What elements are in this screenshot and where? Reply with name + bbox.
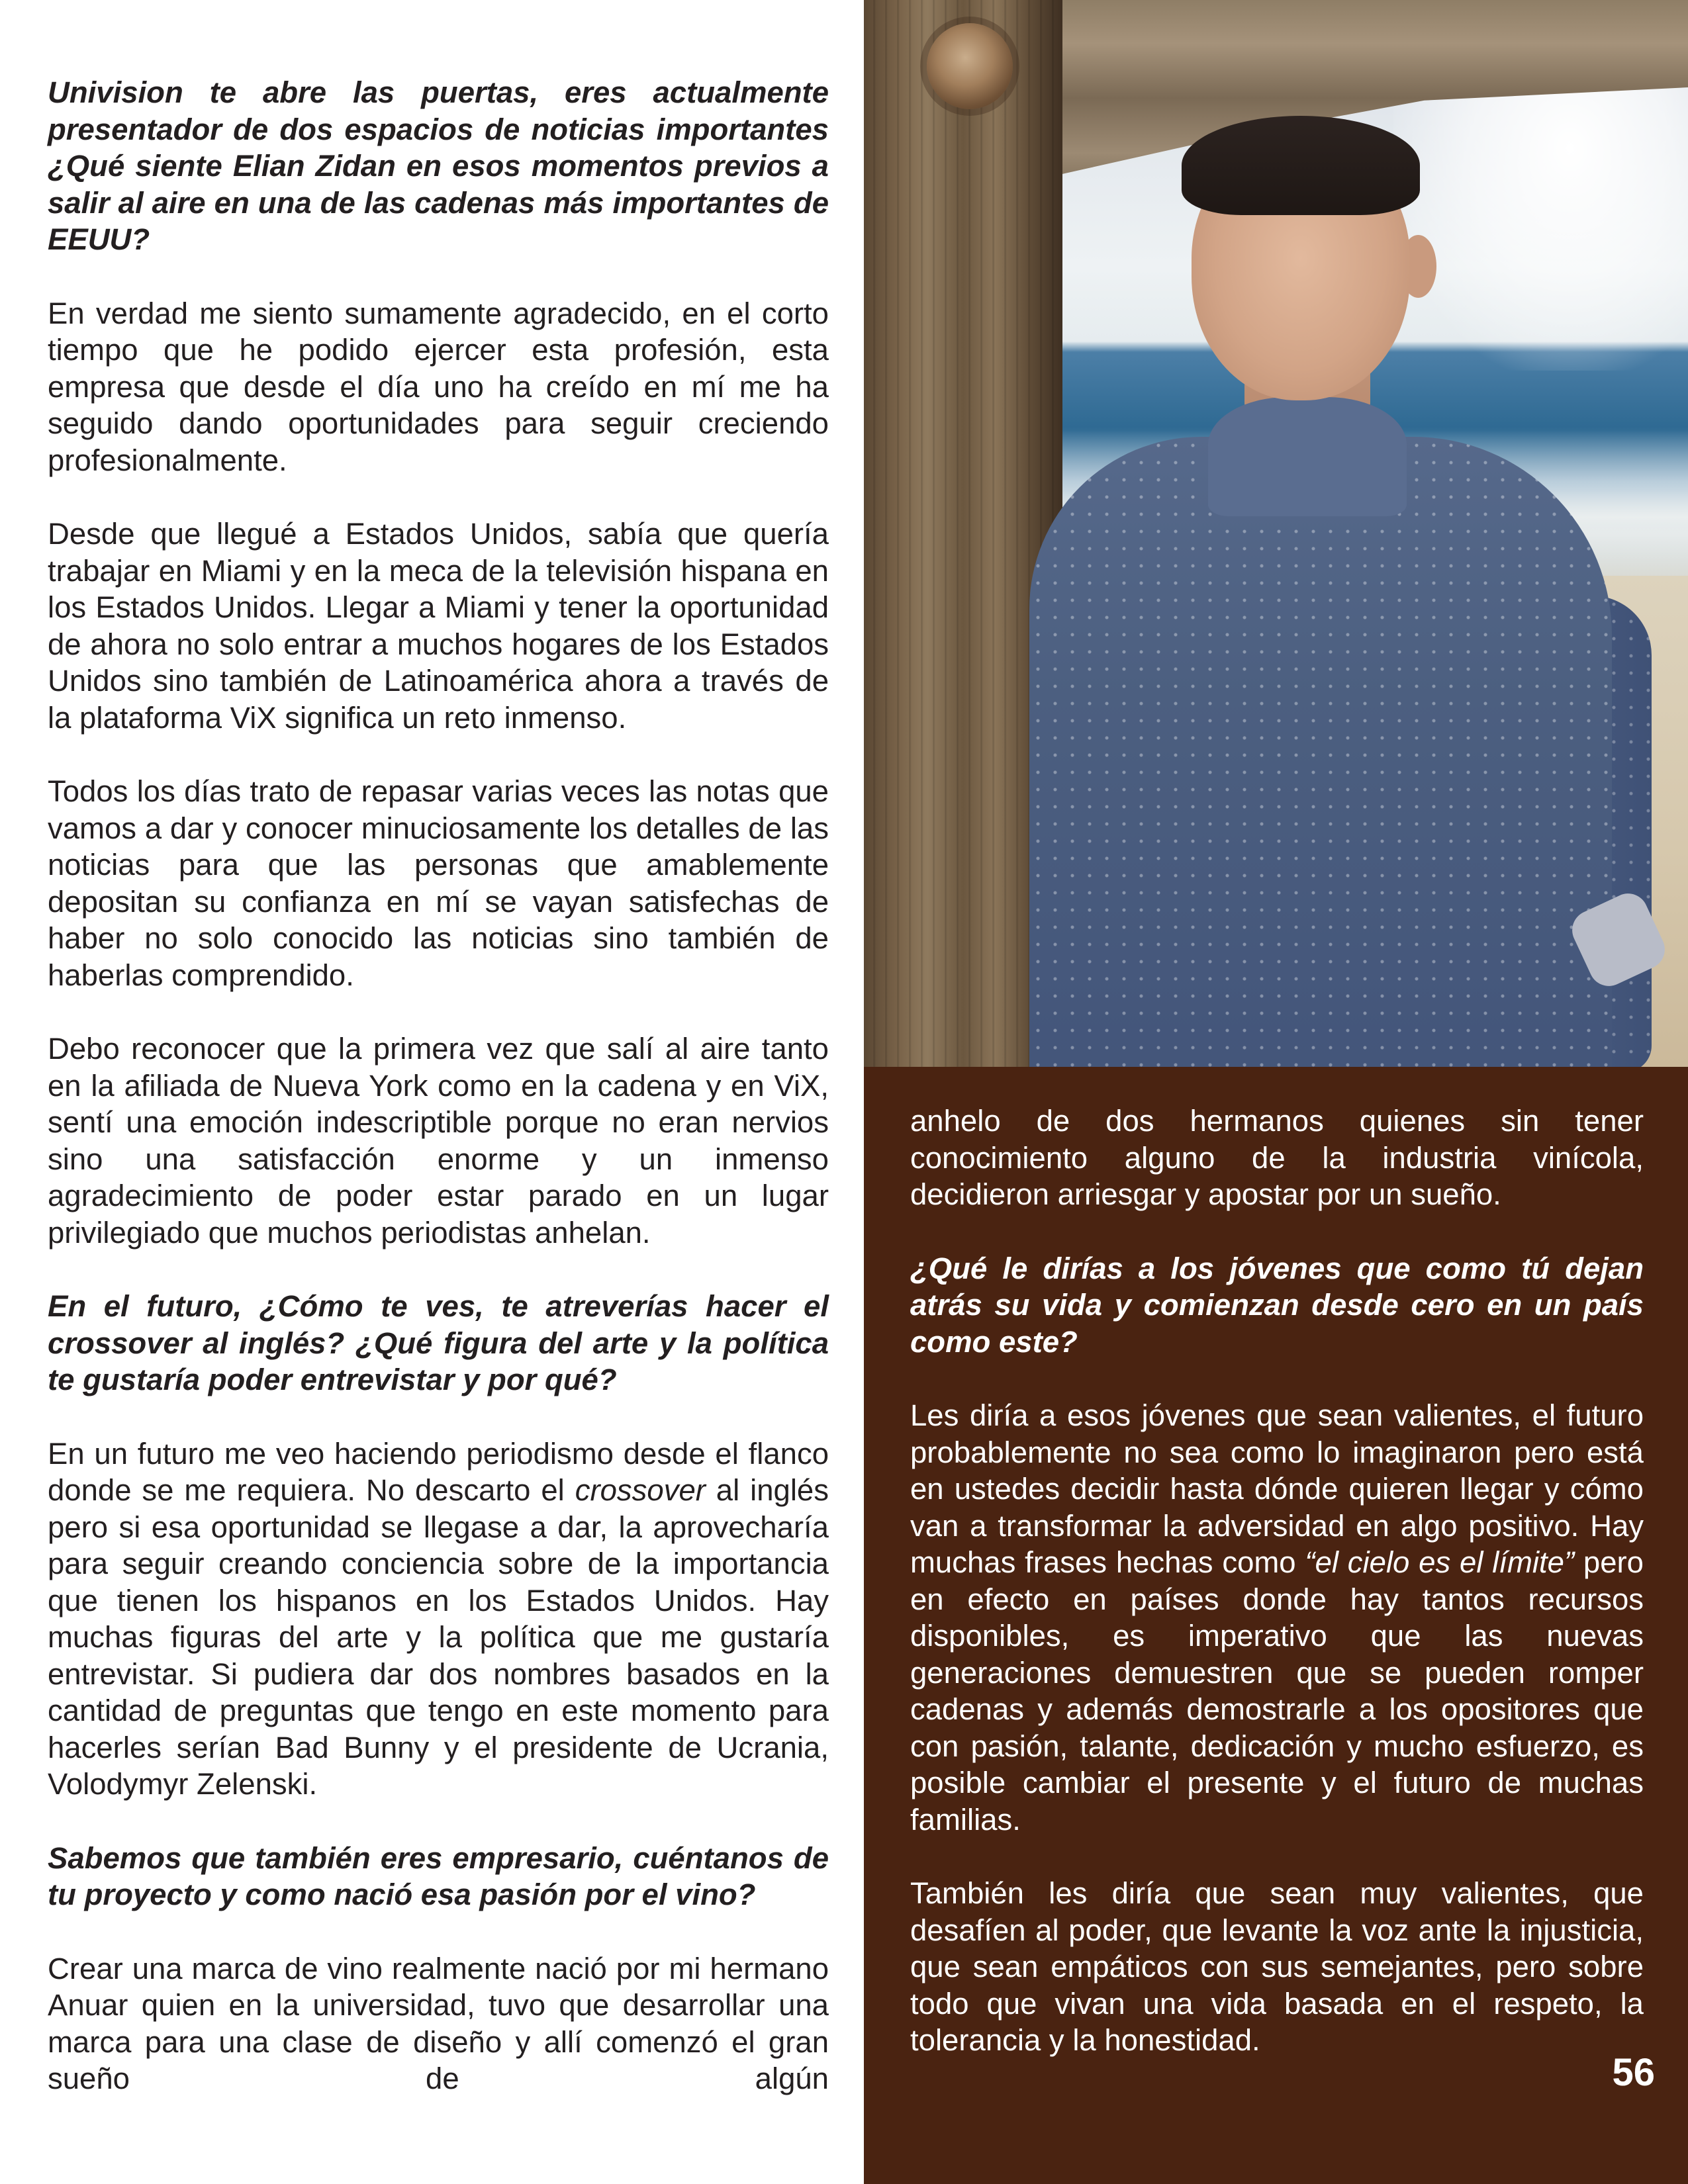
answer-4-italic-quote: “el cielo es el límite” <box>1305 1545 1575 1579</box>
photo-rusty-bolt <box>927 23 1013 109</box>
question-3: Sabemos que también eres empresario, cuéntanos de tu proyecto y como nació esa pasión por el vino? <box>48 1841 829 1911</box>
photo-person-collar <box>1208 397 1407 516</box>
question-4: ¿Qué le dirías a los jóvenes que como tú dejan atrás su vida y comienzan desde cero en un país como este? <box>910 1251 1644 1359</box>
answer-4-text-start: Les diría a esos jóvenes que sean valientes, el futuro probablemente no sea como lo imaginaron pero está en ustedes decidir hasta dónde quieren llegar y cómo van a transformar la adversidad en algo positivo. Hay muchas frases hechas como <box>910 1398 1644 1579</box>
answer-1-paragraph-1: En verdad me siento sumamente agradecido, en el corto tiempo que he podido ejercer esta profesión, esta empresa que desde el día uno ha creído en mí me ha seguido dando oportunidades para seguir creciendo profesionalmente. <box>48 296 829 477</box>
answer-1-paragraph-2: Desde que llegué a Estados Unidos, sabía que quería trabajar en Miami y en la meca de la televisión hispana en los Estados Unidos. Llegar a Miami y tener la oportunidad de ahora no solo entrar a muchos hogares de los Estados Unidos sino también de Latinoamérica ahora a través de la plataforma ViX significa un reto inmenso. <box>48 517 829 735</box>
answer-2-italic-term: crossover <box>575 1473 706 1507</box>
left-text-column <box>48 74 829 2134</box>
answer-4-paragraph-1 <box>910 1397 1644 1838</box>
right-text-column <box>910 1103 1644 2096</box>
photo-person-hair <box>1182 116 1420 215</box>
right-brown-panel <box>864 0 1688 2184</box>
portrait-photo <box>864 0 1688 1067</box>
answer-1-paragraph-4: Debo reconocer que la primera vez que salí al aire tanto en la afiliada de Nueva York como en la cadena y en ViX, sentí una emoción indescriptible porque no eran nervios sino una satisfacción enorme y un inmenso agradecimiento de poder estar parado en un lugar privilegiado que muchos periodistas anhelan. <box>48 1032 829 1250</box>
answer-1-paragraph-3: Todos los días trato de repasar varias veces las notas que vamos a dar y conocer minuciosamente los detalles de las noticias para que las personas que amablemente depositan su confianza en mí se vayan satisfechas de haber no solo conocido las noticias sino también de haberlas comprendido. <box>48 774 829 992</box>
answer-4-paragraph-2: También les diría que sean muy valientes, que desafíen al poder, que levante la voz ante la injusticia, que sean empáticos con sus semejantes, pero sobre todo que vivan una vida basada en el respeto, la tolerancia y la honestidad. <box>910 1876 1644 2057</box>
photo-person-shirt <box>1029 437 1612 1067</box>
question-2: En el futuro, ¿Cómo te ves, te atreverías hacer el crossover al inglés? ¿Qué figura del arte y la política te gustaría poder entrevistar y por qué? <box>48 1289 829 1396</box>
page-number: 56 <box>1612 2051 1655 2094</box>
answer-3-paragraph: Crear una marca de vino realmente nació por mi hermano Anuar quien en la universidad, tuvo que desarrollar una marca para una clase de diseño y allí comenzó el gran sueño de algún <box>48 1951 829 2095</box>
answer-2-text-end: al inglés pero si esa oportunidad se llegase a dar, la aprovecharía para seguir creando conciencia sobre de la importancia que tienen los hispanos en los Estados Unidos. Hay muchas figuras del arte y la política que me gustaría entrevistar. Si pudiera dar dos nombres basados en la cantidad de preguntas que tengo en este momento para hacerles serían Bad Bunny y el presidente de Ucrania, Volodymyr Zelenski. <box>48 1473 829 1801</box>
answer-2-paragraph <box>48 1435 829 1803</box>
answer-2-text-start: En un futuro me veo haciendo periodismo desde el flanco donde se me requiera. No descarto el <box>48 1436 829 1507</box>
answer-3-continuation: anhelo de dos hermanos quienes sin tener conocimiento alguno de la industria vinícola, decidieron arriesgar y apostar por un sueño. <box>910 1104 1644 1211</box>
question-1: Univision te abre las puertas, eres actualmente presentador de dos espacios de noticias importantes ¿Qué siente Elian Zidan en esos momentos previos a salir al aire en una de las cadenas más importantes de EEUU? <box>48 75 829 256</box>
answer-4-text-end: pero en efecto en países donde hay tantos recursos disponibles, es imperativo que las nuevas generaciones demuestren que se pueden romper cadenas y además demostrarle a los opositores que con pasión, talante, dedicación y mucho esfuerzo, es posible cambiar el presente y el futuro de muchas familias. <box>910 1545 1644 1837</box>
